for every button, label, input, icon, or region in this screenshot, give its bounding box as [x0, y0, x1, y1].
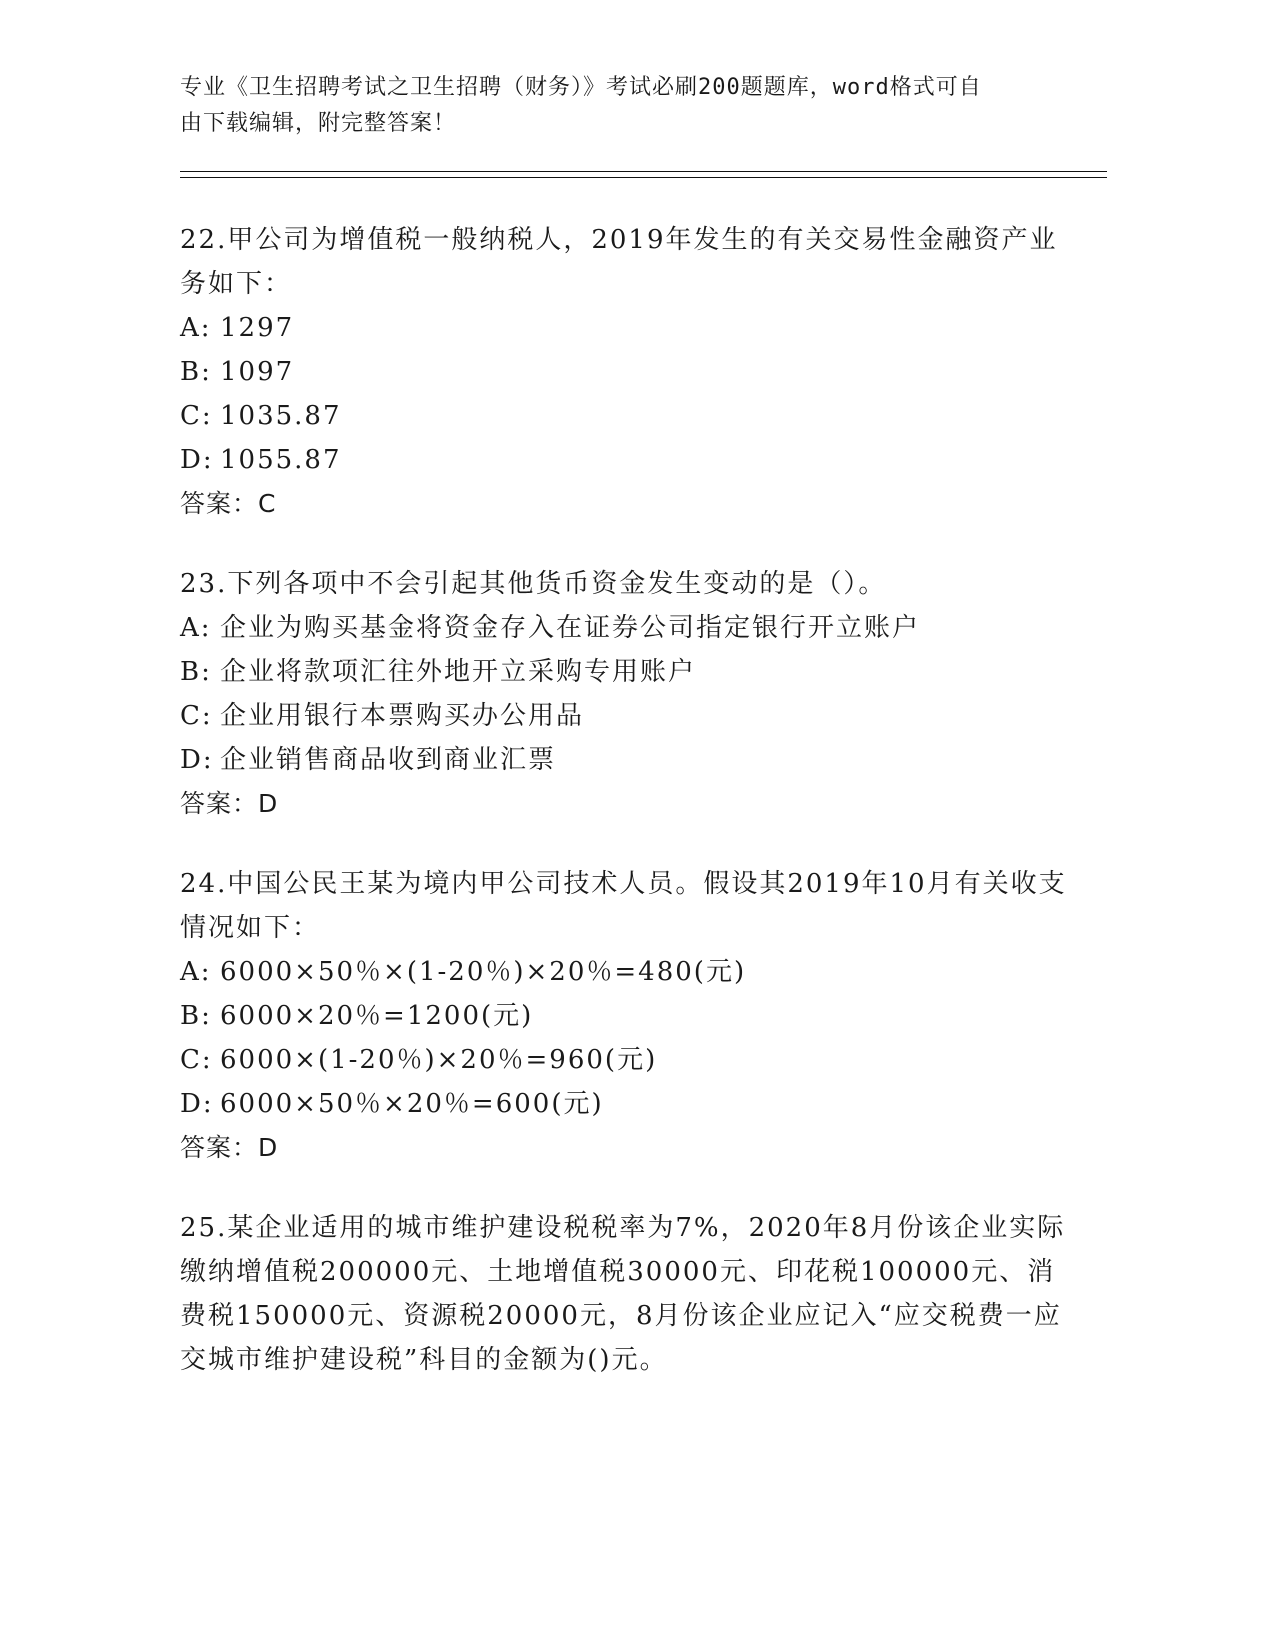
option-b — [180, 650, 1080, 694]
option-text: 企业销售商品收到商业汇票 — [220, 745, 557, 775]
question-24 — [180, 862, 1080, 1170]
option-b — [180, 350, 1080, 394]
option-label: A: — [180, 957, 212, 987]
option-text: 1097 — [220, 357, 295, 387]
option-label: B: — [180, 357, 212, 387]
option-text: 企业将款项汇往外地开立采购专用账户 — [220, 657, 697, 687]
header-line-2: 由下载编辑，附完整答案！ — [180, 111, 457, 136]
option-c — [180, 1038, 1080, 1082]
option-c — [180, 394, 1080, 438]
option-text: 1055.87 — [220, 445, 342, 475]
option-label: D: — [180, 1089, 214, 1119]
option-label: A: — [180, 613, 212, 643]
option-text: 企业用银行本票购买办公用品 — [220, 701, 585, 731]
option-label: B: — [180, 1001, 212, 1031]
option-text: 1297 — [220, 313, 295, 343]
option-text: 企业为购买基金将资金存入在证券公司指定银行开立账户 — [220, 613, 921, 643]
option-a — [180, 306, 1080, 350]
answer-line: 答案：D — [180, 789, 279, 818]
option-text: 6000×20％=1200(元) — [220, 1001, 534, 1031]
option-d — [180, 738, 1080, 782]
option-text: 1035.87 — [220, 401, 342, 431]
header-divider-bottom — [180, 177, 1107, 178]
question-stem: 23.下列各项中不会引起其他货币资金发生变动的是（）。 — [180, 569, 887, 599]
option-b — [180, 994, 1080, 1038]
option-text: 6000×(1-20％)×20％=960(元) — [220, 1045, 658, 1075]
option-label: C: — [180, 701, 213, 731]
answer-line: 答案：C — [180, 489, 277, 518]
option-a — [180, 950, 1080, 994]
option-d — [180, 1082, 1080, 1126]
document-header — [180, 70, 1060, 142]
question-stem: 22.甲公司为增值税一般纳税人，2019年发生的有关交易性金融资产业务如下： — [180, 225, 1058, 299]
question-stem: 24.中国公民王某为境内甲公司技术人员。假设其2019年10月有关收支情况如下： — [180, 869, 1067, 943]
option-label: C: — [180, 401, 213, 431]
answer-line: 答案：D — [180, 1133, 279, 1162]
header-line-1: 专业《卫生招聘考试之卫生招聘（财务）》考试必刷200题题库，word格式可自 — [180, 75, 982, 100]
option-c — [180, 694, 1080, 738]
option-text: 6000×50％×20％=600(元) — [220, 1089, 604, 1119]
question-22 — [180, 218, 1080, 526]
header-divider-top — [180, 171, 1107, 172]
option-label: D: — [180, 445, 214, 475]
option-label: D: — [180, 745, 214, 775]
option-label: B: — [180, 657, 212, 687]
question-23 — [180, 562, 1080, 826]
option-label: C: — [180, 1045, 213, 1075]
question-stem: 25.某企业适用的城市维护建设税税率为7%，2020年8月份该企业实际缴纳增值税200000元、土地增值税30000元、印花税100000元、消费税150000元、资源税20000元，8月份该企业应记入“应交税费一应交城市维护建设税”科目的金额为()元。 — [180, 1213, 1066, 1375]
option-label: A: — [180, 313, 212, 343]
question-25 — [180, 1206, 1080, 1382]
option-text: 6000×50％×(1-20％)×20％=480(元) — [220, 957, 747, 987]
question-list — [180, 218, 1080, 1418]
option-a — [180, 606, 1080, 650]
option-d — [180, 438, 1080, 482]
